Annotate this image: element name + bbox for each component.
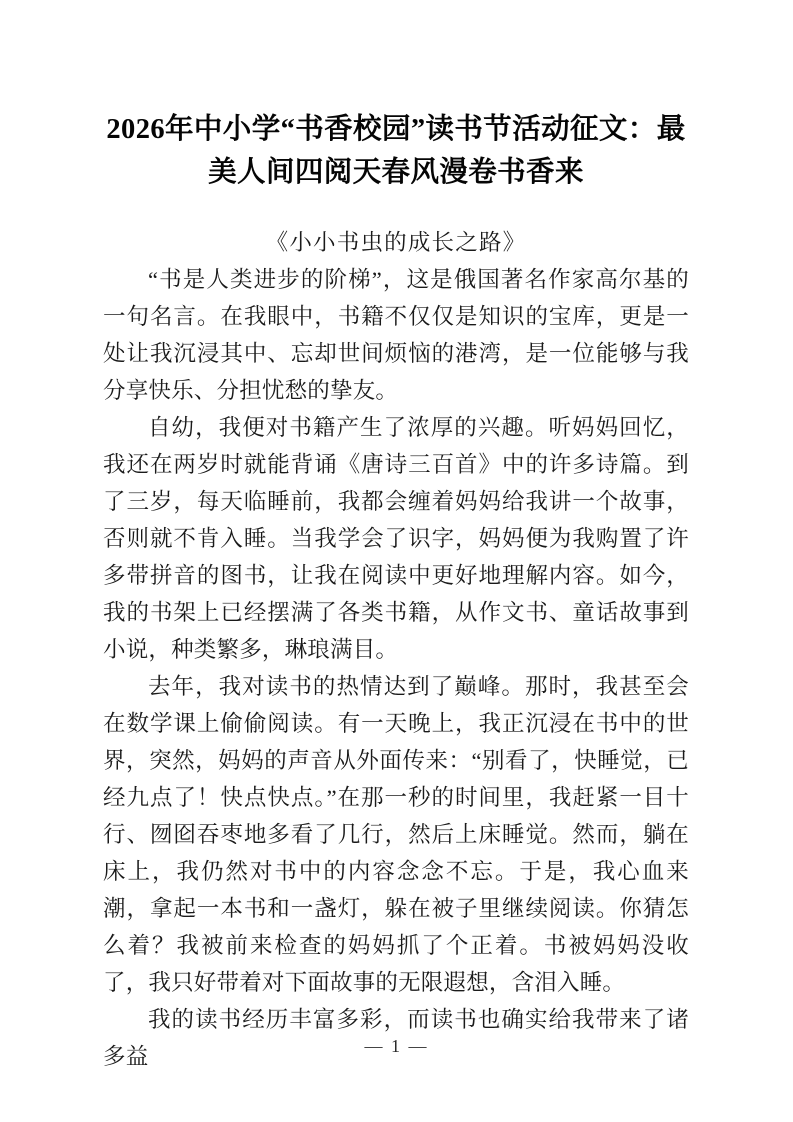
body-paragraph-4: 我的读书经历丰富多彩，而读书也确实给我带来了诸多益 bbox=[103, 1007, 689, 1069]
body-paragraph-3: 去年，我对读书的热情达到了巅峰。那时，我甚至会在数学课上偷偷阅读。有一天晚上，我正沉浸在书中的世界，突然，妈妈的声音从外面传来：“别看了，快睡觉，已经九点了！快点快点。”在那一秒的时间里，我赶紧一目十行、囫囵吞枣地多看了几行，然后上床睡觉。然而，躺在床上，我仍然对书中的内容念念不忘。于是，我心血来潮，拿起一本书和一盏灯，躲在被子里继续阅读。你猜怎么着？我被前来检查的妈妈抓了个正着。书被妈妈没收了，我只好带着对下面故事的无限遐想，含泪入睡。 bbox=[103, 674, 689, 995]
page-title: 2026年中小学“书香校园”读书节活动征文：最美人间四阅天春风漫卷书香来 bbox=[106, 114, 686, 188]
page-content-area bbox=[103, 0, 689, 1075]
document-subtitle: 《小小书虫的成长之路》 bbox=[265, 230, 527, 255]
page-number: — 1 — bbox=[364, 1036, 429, 1056]
document-body bbox=[103, 224, 689, 1075]
body-paragraph-1: “书是人类进步的阶梯”，这是俄国著名作家高尔基的一句名言。在我眼中，书籍不仅仅是知识的宝库，更是一处让我沉浸其中、忘却世间烦恼的港湾，是一位能够与我分享快乐、分担忧愁的挚友。 bbox=[103, 267, 689, 403]
body-paragraph-2: 自幼，我便对书籍产生了浓厚的兴趣。听妈妈回忆，我还在两岁时就能背诵《唐诗三百首》中的许多诗篇。到了三岁，每天临睡前，我都会缠着妈妈给我讲一个故事，否则就不肯入睡。当我学会了识字，妈妈便为我购置了许多带拼音的图书，让我在阅读中更好地理解内容。如今，我的书架上已经摆满了各类书籍，从作文书、童话故事到小说，种类繁多，琳琅满目。 bbox=[103, 415, 689, 662]
